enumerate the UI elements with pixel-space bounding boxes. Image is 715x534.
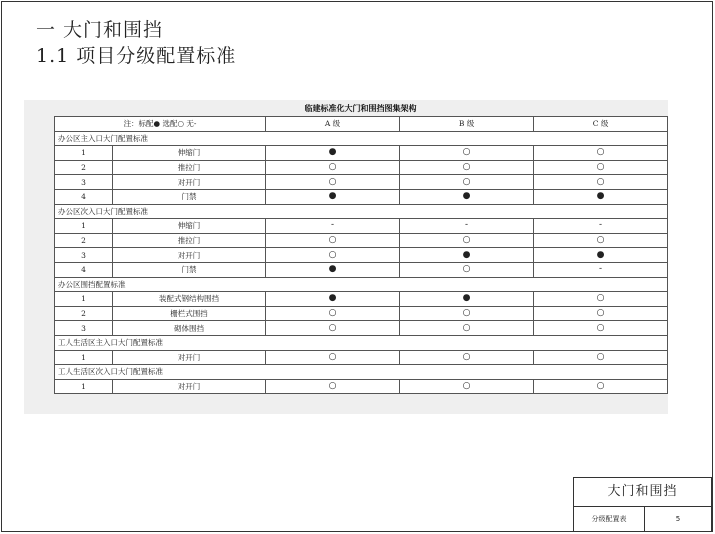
- section-row: [55, 277, 668, 292]
- row-number: 3: [55, 175, 113, 190]
- grade-c-cell: ○: [534, 379, 668, 394]
- item-name: 伸缩门: [113, 146, 266, 161]
- row-number: 1: [55, 379, 113, 394]
- grade-c-cell: -: [534, 262, 668, 277]
- table-row: [55, 146, 668, 161]
- grade-a-cell: ○: [266, 350, 400, 365]
- grade-a-cell: -: [266, 219, 400, 234]
- table-header-row: [55, 117, 668, 132]
- grade-b-cell: ○: [400, 233, 534, 248]
- section-row: [55, 365, 668, 380]
- row-number: 2: [55, 233, 113, 248]
- section-row: [55, 131, 668, 146]
- grade-a-cell: ●: [266, 146, 400, 161]
- section-row: [55, 204, 668, 219]
- chapter-heading: 一 大门和围挡: [36, 19, 164, 41]
- row-number: 3: [55, 248, 113, 263]
- grade-c-cell: ○: [534, 160, 668, 175]
- table-row: [55, 219, 668, 234]
- grade-b-cell: ●: [400, 248, 534, 263]
- row-number: 1: [55, 219, 113, 234]
- grade-b-cell: ○: [400, 379, 534, 394]
- section-row: [55, 335, 668, 350]
- grade-c-cell: ○: [534, 292, 668, 307]
- item-name: 对开门: [113, 175, 266, 190]
- grade-a-cell: ○: [266, 233, 400, 248]
- item-name: 砌体围挡: [113, 321, 266, 336]
- title-block-label: 分级配置表: [574, 507, 645, 531]
- grade-c-cell: ○: [534, 306, 668, 321]
- table-row: [55, 292, 668, 307]
- item-name: 对开门: [113, 350, 266, 365]
- item-name: 门禁: [113, 262, 266, 277]
- row-number: 2: [55, 160, 113, 175]
- title-block-title: 大门和围挡: [574, 478, 711, 507]
- table-row: [55, 306, 668, 321]
- grade-a-cell: ●: [266, 189, 400, 204]
- legend-note: 注：标配● 选配○ 无-: [55, 117, 266, 132]
- grade-c-cell: ○: [534, 146, 668, 161]
- item-name: 推拉门: [113, 160, 266, 175]
- grade-b-cell: ○: [400, 160, 534, 175]
- section-title: 办公区主入口大门配置标准: [55, 131, 668, 146]
- grade-a-cell: ○: [266, 175, 400, 190]
- section-title: 办公区次入口大门配置标准: [55, 204, 668, 219]
- row-number: 2: [55, 306, 113, 321]
- grade-a-cell: ○: [266, 306, 400, 321]
- grade-a-cell: ○: [266, 160, 400, 175]
- item-name: 栅栏式围挡: [113, 306, 266, 321]
- table-row: [55, 189, 668, 204]
- title-block: [573, 477, 712, 532]
- grade-c-cell: ○: [534, 233, 668, 248]
- grade-c-cell: ●: [534, 189, 668, 204]
- table-row: [55, 175, 668, 190]
- page-number: 5: [675, 515, 681, 523]
- grade-c-cell: -: [534, 219, 668, 234]
- table-row: [55, 379, 668, 394]
- table-row: [55, 262, 668, 277]
- item-name: 装配式钢结构围挡: [113, 292, 266, 307]
- section-title: 工人生活区次入口大门配置标准: [55, 365, 668, 380]
- section-title: 工人生活区主入口大门配置标准: [55, 335, 668, 350]
- col-header-b: B 级: [400, 117, 534, 132]
- grade-b-cell: ○: [400, 146, 534, 161]
- table-title: 临建标准化大门和围挡图集架构: [304, 104, 417, 113]
- row-number: 4: [55, 189, 113, 204]
- section-heading: 1.1 项目分级配置标准: [36, 45, 237, 67]
- grade-a-cell: ○: [266, 379, 400, 394]
- grade-c-cell: ○: [534, 321, 668, 336]
- table-row: [55, 160, 668, 175]
- grade-b-cell: ○: [400, 350, 534, 365]
- grade-c-cell: ○: [534, 175, 668, 190]
- row-number: 1: [55, 292, 113, 307]
- grade-c-cell: ●: [534, 248, 668, 263]
- item-name: 对开门: [113, 379, 266, 394]
- grade-b-cell: ○: [400, 306, 534, 321]
- col-header-c: C 级: [534, 117, 668, 132]
- grade-b-cell: ○: [400, 175, 534, 190]
- row-number: 4: [55, 262, 113, 277]
- table-row: [55, 350, 668, 365]
- grade-a-cell: ○: [266, 248, 400, 263]
- grade-a-cell: ●: [266, 262, 400, 277]
- item-name: 推拉门: [113, 233, 266, 248]
- grade-c-cell: ○: [534, 350, 668, 365]
- config-table: [54, 116, 668, 394]
- item-name: 伸缩门: [113, 219, 266, 234]
- grade-b-cell: ○: [400, 262, 534, 277]
- grade-a-cell: ○: [266, 321, 400, 336]
- table-row: [55, 233, 668, 248]
- table-row: [55, 248, 668, 263]
- grade-b-cell: ●: [400, 292, 534, 307]
- grade-b-cell: ●: [400, 189, 534, 204]
- item-name: 门禁: [113, 189, 266, 204]
- table-row: [55, 321, 668, 336]
- row-number: 1: [55, 350, 113, 365]
- section-title: 办公区围挡配置标准: [55, 277, 668, 292]
- col-header-a: A 级: [266, 117, 400, 132]
- row-number: 3: [55, 321, 113, 336]
- grade-a-cell: ●: [266, 292, 400, 307]
- grade-b-cell: -: [400, 219, 534, 234]
- row-number: 1: [55, 146, 113, 161]
- item-name: 对开门: [113, 248, 266, 263]
- grade-b-cell: ○: [400, 321, 534, 336]
